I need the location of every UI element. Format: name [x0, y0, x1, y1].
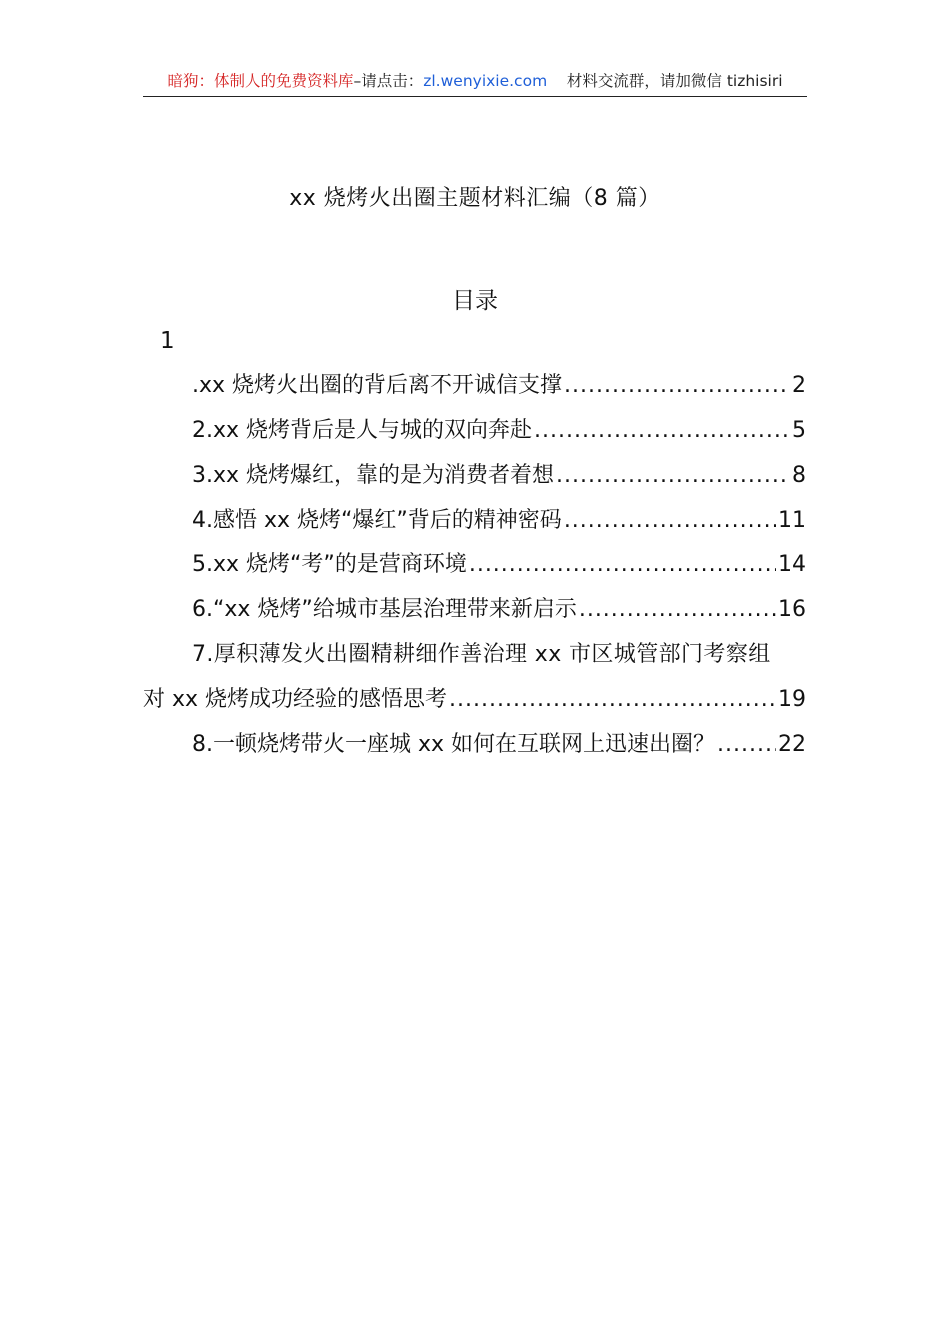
header-brand: 暗狗：体制人的免费资料库: [167, 72, 354, 90]
toc-entry-7-line-1[interactable]: 7.厚积薄发火出圈精耕细作善治理 xx 市区城管部门考察组: [192, 642, 771, 667]
toc-entry-4[interactable]: [192, 506, 806, 536]
toc-entry-3[interactable]: [192, 461, 806, 491]
toc-entry-page: 5: [792, 418, 806, 443]
toc-leader-dots: [449, 685, 776, 715]
toc-leader-dots: [564, 371, 790, 401]
toc-entry-7[interactable]: [143, 685, 806, 715]
toc-entry-8[interactable]: [192, 730, 806, 760]
toc-entry-5[interactable]: [192, 550, 806, 580]
toc-leader-dots: [564, 506, 776, 536]
toc-entry-title: 2.xx 烧烤背后是人与城的双向奔赴: [192, 418, 533, 443]
toc-entry-page: 16: [778, 597, 806, 622]
page-header: [143, 70, 807, 97]
toc-entry-title: 8.一顿烧烤带火一座城 xx 如何在互联网上迅速出圈？: [192, 732, 716, 757]
toc-leader-dots: [717, 730, 776, 760]
toc-entry-title: 6.“xx 烧烤”给城市基层治理带来新启示: [192, 597, 577, 622]
toc-entry-title: 4.感悟 xx 烧烤“爆红”背后的精神密码: [192, 508, 562, 533]
toc-leader-dots: [469, 550, 776, 580]
header-url-link[interactable]: zl.wenyixie.com: [423, 72, 548, 90]
toc-entry-title-cont: 对 xx 烧烤成功经验的感悟思考: [143, 687, 448, 712]
toc-leader-dots: [579, 595, 776, 625]
document-title: xx 烧烤火出圈主题材料汇编（8 篇）: [289, 186, 661, 211]
toc-entry-title: .xx 烧烤火出圈的背后离不开诚信支撑: [192, 373, 563, 398]
header-group-text: 材料交流群，请加微信 tizhisiri: [566, 72, 783, 90]
toc-entry-6[interactable]: [192, 595, 806, 625]
toc-entry-page: 19: [778, 687, 806, 712]
toc-entry-page: 11: [778, 508, 806, 533]
toc-leader-dots: [534, 416, 790, 446]
toc-leader-dots: [556, 461, 790, 491]
toc-entry-title: 3.xx 烧烤爆红，靠的是为消费者着想: [192, 463, 555, 488]
toc-entry-title: 5.xx 烧烤“考”的是营商环境: [192, 552, 467, 577]
toc-entry-page: 14: [778, 552, 806, 577]
toc-number: 1: [160, 328, 175, 354]
toc-entry-2[interactable]: [192, 416, 806, 446]
toc-entry-page: 8: [792, 463, 806, 488]
toc-heading: 目录: [452, 288, 498, 314]
toc-entry-1[interactable]: [192, 371, 806, 401]
toc-entry-page: 22: [778, 732, 806, 757]
header-click-prefix: –请点击：: [353, 72, 424, 90]
toc-entry-page: 2: [792, 373, 806, 398]
